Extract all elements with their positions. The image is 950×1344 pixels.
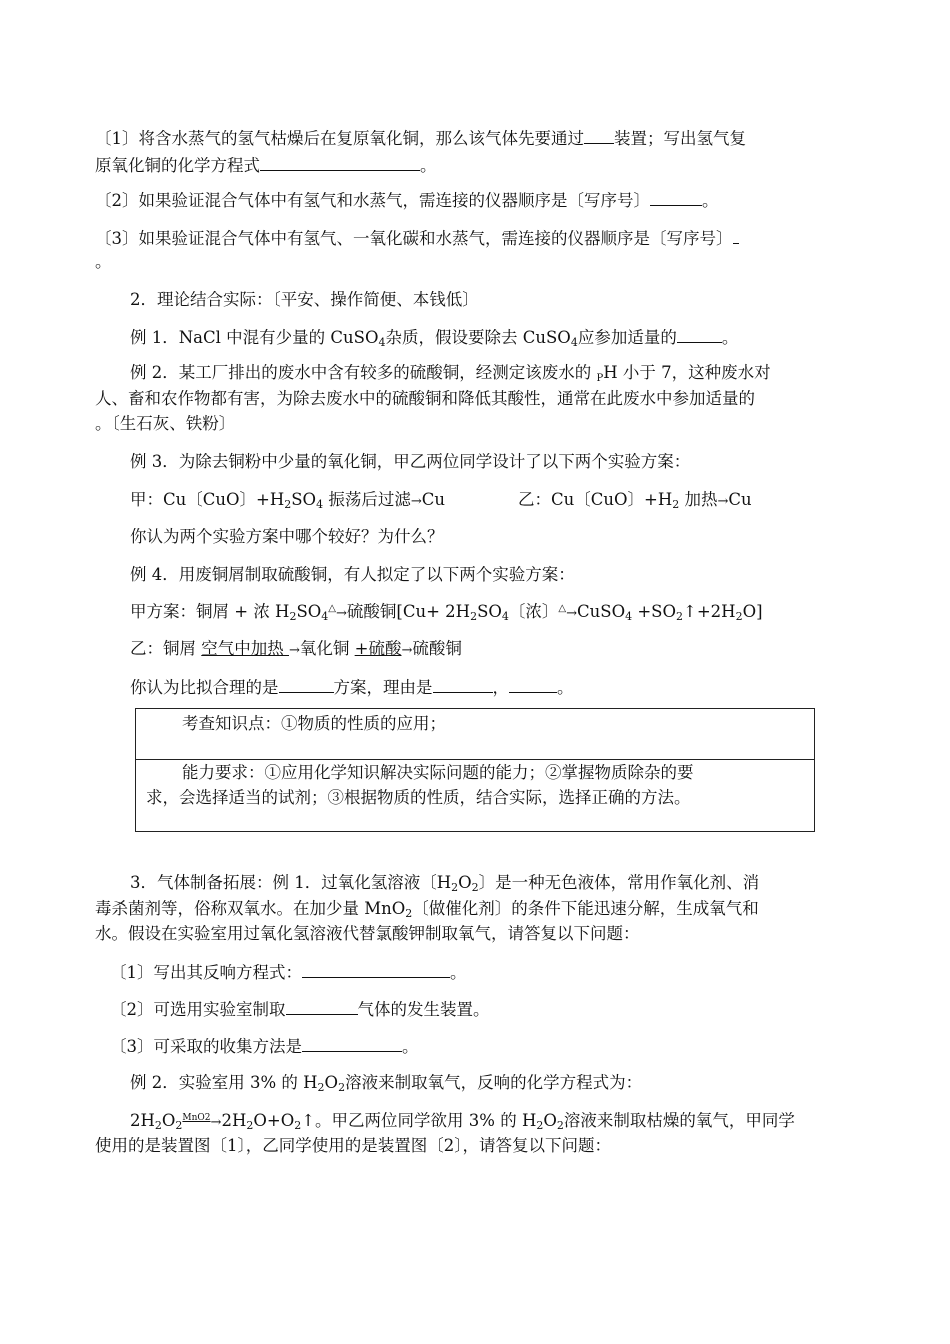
s3-ex2 [130, 1072, 855, 1094]
sub-4: 4 [321, 610, 329, 623]
s2-ex1-text-c: 应参加适量的 [577, 328, 677, 347]
s2-ex3-jia-d: Cu [421, 490, 446, 509]
s2-ex3-intro: 例 3．为除去铜粉中少量的氧化铜，甲乙两位同学设计了以下两个实验方案： [130, 452, 691, 471]
s1-q2 [95, 189, 855, 212]
s2-ex4-jia [130, 601, 855, 625]
s2-ex4-intro: 例 4．用废铜屑制取硫酸铜，有人拟定了以下两个实验方案： [130, 565, 575, 584]
arrow-icon: → [410, 494, 422, 509]
s1-q3-line2: 。 [95, 252, 112, 271]
s3-q1-period: 。 [450, 963, 467, 982]
s1-q2-blank [650, 189, 702, 206]
sub-2: 2 [246, 1119, 254, 1132]
sub-2: 2 [289, 610, 297, 623]
sub-2: 2 [676, 610, 684, 623]
s3-line3: 水。假设在实验室用过氧化氢溶液代替氯酸钾制取氧气，请答复以下问题： [95, 924, 640, 943]
s2-ex3-yi [518, 489, 818, 513]
s3-q1-blank [302, 961, 450, 978]
s3-q2-blank [286, 998, 358, 1015]
knowledge-points: 考查知识点：①物质的性质的应用； [182, 714, 446, 733]
arrow-icon: → [289, 643, 300, 658]
sub-2: 2 [536, 1119, 544, 1132]
s1-q3-text: 〔3〕如果验证混合气体中有氢气、一氧化碳和水蒸气，需连接的仪器顺序是〔写序号〕 [95, 229, 733, 248]
s2-ex2-line1 [130, 362, 855, 384]
s2-ex2-line3: 。〔生石灰、铁粉〕 [95, 414, 236, 433]
sub-2: 2 [175, 1119, 183, 1132]
s3-q3-blank [302, 1035, 402, 1052]
s2-ex4-jia-b: SO [296, 602, 322, 621]
arrow-icon: → [401, 643, 413, 658]
s3-q1-text: 〔1〕写出其反响方程式： [110, 963, 302, 982]
s2-ex2-text-a: 例 2．某工厂排出的废水中含有较多的硫酸铜，经测定该废水的 [130, 363, 597, 382]
s3-ex2-b: O [324, 1073, 339, 1092]
sub-4: 4 [501, 610, 509, 623]
s2-ex3-yi-c: Cu [728, 490, 752, 509]
s1-q1-line1 [95, 127, 855, 150]
s2-ex4-jia-h: O] [742, 602, 763, 621]
s3-line2 [95, 898, 855, 920]
s3-eq-a: 2H [130, 1111, 155, 1130]
s3-q1 [110, 961, 870, 984]
s2-ex3-jia-sub: 2 [284, 498, 292, 511]
s3-eq-f: O [543, 1111, 557, 1130]
s1-q1-text-b: 装置；写出氢气复 [614, 129, 746, 148]
s3-line1-c: 〕是一种无色液体，常用作氧化剂、消 [478, 873, 760, 892]
arrow-icon: → [717, 494, 729, 509]
s2-ex4-yi-condition2: +硫酸 [354, 639, 402, 658]
ability-requirements-line1: 能力要求：①应用化学知识解决实际问题的能力；②掌握物质除杂的要 [182, 763, 694, 782]
s2-ex3-jia-c: 振荡后过滤 [323, 490, 411, 509]
s1-q1-blank-equation [260, 154, 420, 171]
s2-ex4-jia-a: 甲方案：铜屑 + 浓 H [130, 602, 290, 621]
s2-ex1 [130, 326, 855, 349]
s3-line1-a: 3．气体制备拓展：例 1．过氧化氢溶液〔H [130, 873, 452, 892]
s2-ex4-jia-e: CuSO [577, 602, 626, 621]
s2-ex4-jia-f: +SO [632, 602, 677, 621]
knowledge-box [135, 708, 815, 832]
s2-ex3-jia-b: SO [291, 490, 317, 509]
s3-ex2-c: 溶液来制取氧气，反响的化学方程式为： [345, 1073, 643, 1092]
s2-ex2-text-b: H 小于 7，这种废水对 [603, 363, 771, 382]
s2-ex3-question: 你认为两个实验方案中哪个较好？为什么？ [130, 527, 444, 546]
s3-line1 [130, 872, 855, 894]
ability-requirements-line2: 求，会选择适当的试剂；③根据物质的性质，结合实际，选择正确的方法。 [146, 788, 691, 807]
s2-ex4-jia-so: SO [477, 602, 502, 621]
s2-ex4-answer-b: 方案，理由是 [333, 678, 433, 697]
s2-ex1-sub2: 4 [570, 336, 578, 349]
s3-q2-text-a: 〔2〕可选用实验室制取 [110, 1000, 286, 1019]
s2-ex1-period: 。 [721, 328, 739, 347]
s2-ex4-blank-plan [279, 676, 334, 693]
s2-heading: 2．理论结合实际：〔平安、操作简便、本钱低〕 [130, 290, 479, 309]
sub-2: 2 [294, 1119, 302, 1132]
s2-ex2-line2: 人、畜和农作物都有害，为除去废水中的硫酸铜和降低其酸性，通常在此废水中参加适量的 [95, 389, 755, 408]
s2-ex3-jia-sub2: 4 [316, 498, 324, 511]
s1-q1-line2 [95, 154, 855, 177]
s1-q3-line1 [95, 227, 855, 250]
s3-eq-g: 溶液来制取枯燥的氧气，甲同学 [563, 1111, 795, 1130]
arrow-icon: → [336, 606, 347, 621]
s2-ex1-text-a: 例 1．NaCl 中混有少量的 CuSO [130, 328, 379, 347]
sub-2: 2 [451, 881, 459, 894]
s2-ex3-yi-sub: 2 [672, 498, 680, 511]
s3-eq-catalyst: MnO2 [182, 1113, 211, 1123]
s2-ex4-answer-a: 你认为比拟合理的是 [130, 678, 279, 697]
s3-eq-c: 2H [221, 1111, 247, 1130]
arrow-icon: → [210, 1115, 222, 1130]
s3-q2-text-b: 气体的发生装置。 [357, 1000, 490, 1019]
s2-ex4-yi-c: 硫酸铜 [412, 639, 462, 658]
s1-q1-period: 。 [420, 156, 437, 175]
s3-q3 [110, 1035, 870, 1058]
s1-q3-blank [733, 227, 739, 244]
sub-2: 2 [470, 610, 478, 623]
delta-icon: △ [558, 603, 567, 614]
sub-4: 4 [625, 610, 633, 623]
s2-ex4-answer [130, 676, 855, 699]
s3-line1-b: O [458, 873, 472, 892]
s3-line2-b: 〔做催化剂〕的条件下能迅速分解，生成氧气和 [412, 899, 759, 918]
knowledge-box-row1 [136, 709, 814, 760]
s1-q1-blank-device [584, 127, 614, 144]
s1-q2-period: 。 [702, 191, 719, 210]
s2-ex4-period: 。 [557, 678, 574, 697]
sub-2: 2 [556, 1119, 564, 1132]
s2-ex4-blank-reason2 [509, 676, 557, 693]
sub-2: 2 [735, 610, 743, 623]
s2-ex4-blank-reason1 [433, 676, 493, 693]
s2-ex3-jia-a: 甲：Cu〔CuO〕+H [130, 490, 285, 509]
s2-ex1-sub: 4 [378, 336, 386, 349]
s2-ex3-yi-a: 乙：Cu〔CuO〕+H [518, 490, 673, 509]
delta-icon: △ [328, 603, 336, 614]
s2-ex3-yi-b: 加热 [679, 490, 718, 509]
sub-2: 2 [317, 1081, 325, 1094]
s2-ex4-jia-g: ↑+2H [683, 602, 736, 621]
s1-q1-text-a: 〔1〕将含水蒸气的氢气枯燥后在复原氧化铜，那么该气体先要通过 [95, 129, 584, 148]
s3-eq-e: ↑。甲乙两位同学欲用 3% 的 H [301, 1111, 537, 1130]
s2-ex1-blank [677, 326, 722, 343]
sub-2: 2 [405, 907, 413, 920]
s1-q1-text-c: 原氧化铜的化学方程式 [95, 156, 260, 175]
s2-ex4-yi-b: 氧化铜 [299, 639, 355, 658]
s3-q2 [110, 998, 870, 1021]
s2-ex4-yi-a: 乙：铜屑 [130, 639, 202, 658]
s3-q3-period: 。 [402, 1037, 419, 1056]
arrow-icon: → [566, 606, 578, 621]
s3-q3-text: 〔3〕可采取的收集方法是 [110, 1037, 302, 1056]
sub-2: 2 [471, 881, 479, 894]
s3-last-line: 使用的是装置图〔1〕，乙同学使用的是装置图〔2〕，请答复以下问题： [95, 1136, 611, 1155]
s3-equation-line [130, 1110, 855, 1134]
s2-ex4-jia-c: 硫酸铜[Cu+ 2H [346, 602, 471, 621]
s2-ex4-yi-condition1: 空气中加热 [201, 639, 289, 658]
s2-ex2-p: P [596, 373, 604, 384]
s3-ex2-a: 例 2．实验室用 3% 的 H [130, 1073, 318, 1092]
s3-eq-b: O [161, 1111, 176, 1130]
sub-2: 2 [154, 1119, 162, 1132]
s1-q2-text: 〔2〕如果验证混合气体中有氢气和水蒸气，需连接的仪器顺序是〔写序号〕 [95, 191, 650, 210]
s2-ex4-yi [130, 638, 855, 662]
s2-ex1-text-b: 杂质，假设要除去 CuSO [385, 328, 571, 347]
sub-2: 2 [338, 1081, 346, 1094]
s2-ex4-comma: ， [492, 678, 509, 697]
s3-line2-a: 毒杀菌剂等，俗称双氧水。在加少量 MnO [95, 899, 406, 918]
s3-eq-d: O+O [253, 1111, 295, 1130]
s2-ex4-jia-d: 〔浓〕 [508, 602, 559, 621]
